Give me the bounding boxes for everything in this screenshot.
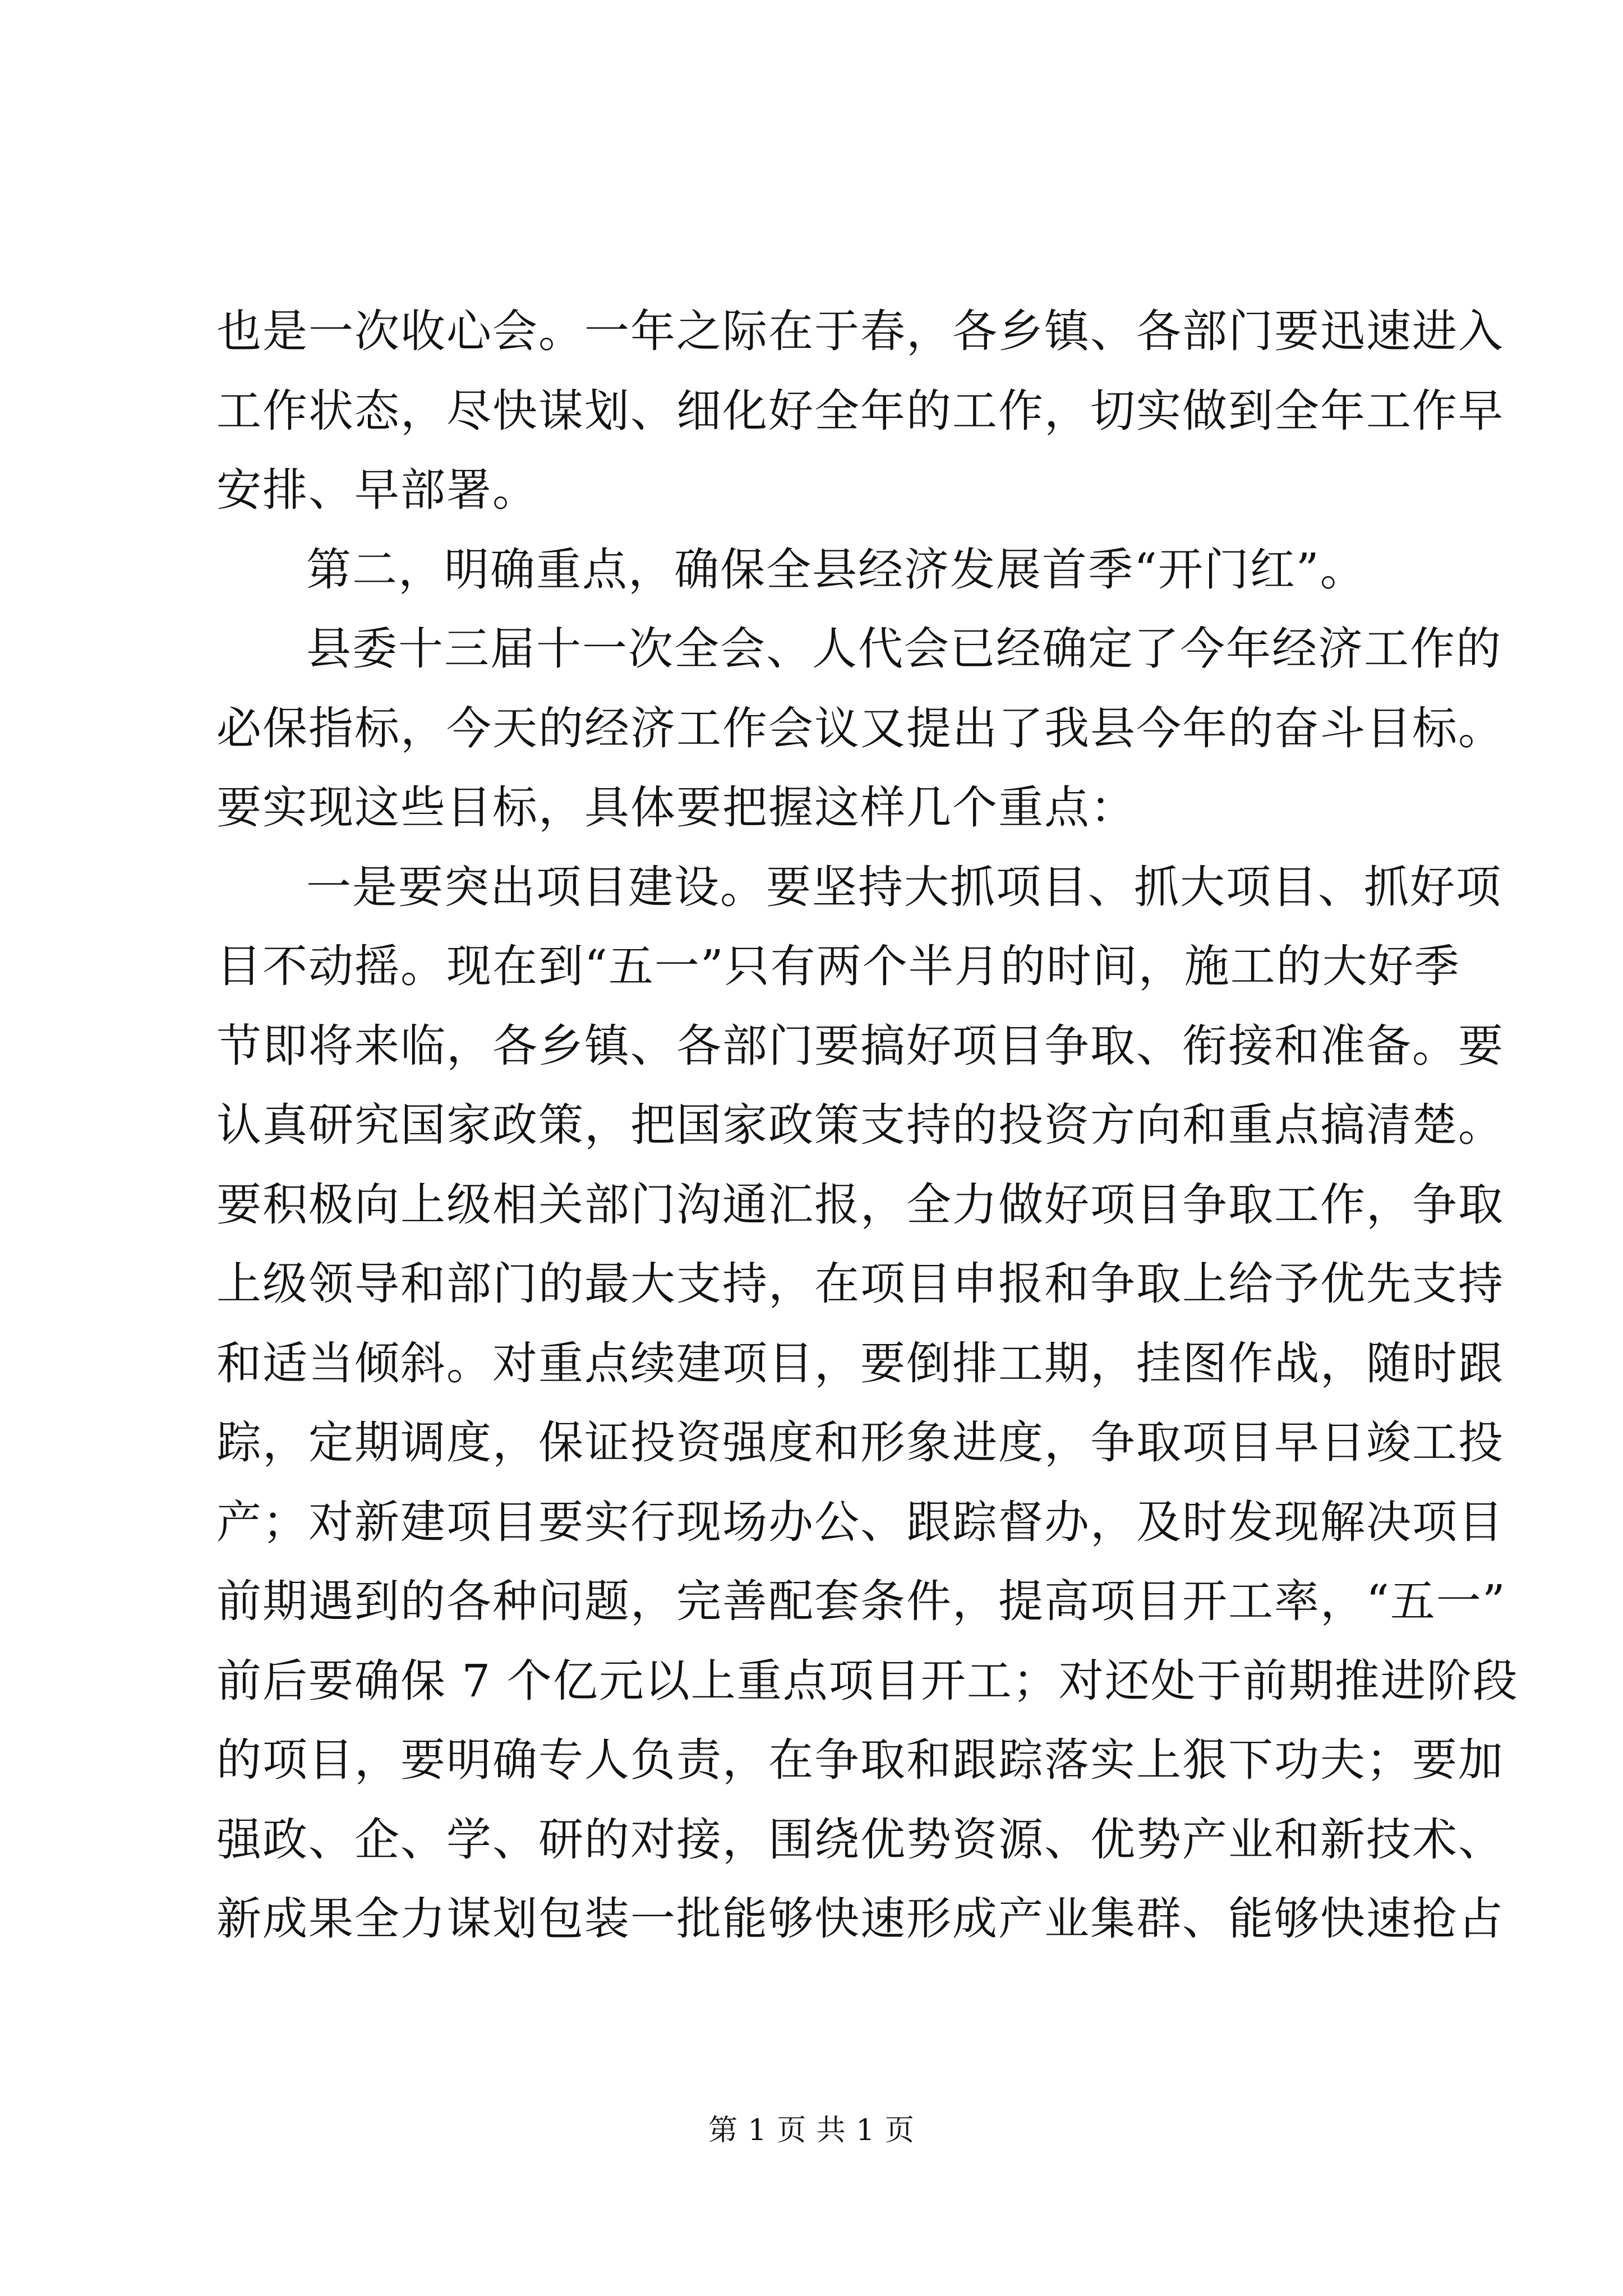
page-footer xyxy=(0,2106,1623,2148)
text-line: 前期遇到的各种问题，完善配套条件，提高项目开工率，“五一” xyxy=(216,1575,1506,1627)
text-line: 要实现这些目标，具体要把握这样几个重点： xyxy=(216,781,1136,834)
text-line: 强政、企、学、研的对接，围绕优势资源、优势产业和新技术、 xyxy=(216,1813,1504,1866)
text-line: 上级领导和部门的最大支持，在项目申报和争取上给予优先支持 xyxy=(216,1258,1504,1310)
text-line: 安排、早部署。 xyxy=(216,464,538,516)
section-heading: 第二，明确重点，确保全县经济发展首季“开门红”。 xyxy=(306,543,1366,596)
text-line: 前后要确保 7 个亿元以上重点项目开工；对还处于前期推进阶段 xyxy=(216,1654,1519,1707)
text-line: 的项目，要明确专人负责，在争取和跟踪落实上狠下功夫；要加 xyxy=(216,1734,1504,1786)
text-line: 节即将来临，各乡镇、各部门要搞好项目争取、衔接和准备。要 xyxy=(216,1019,1504,1072)
text-line: 要积极向上级相关部门沟通汇报，全力做好项目争取工作，争取 xyxy=(216,1178,1504,1231)
text-line: 必保指标，今天的经济工作会议又提出了我县今年的奋斗目标。 xyxy=(216,702,1504,754)
text-line: 踪，定期调度，保证投资强度和形象进度，争取项目早日竣工投 xyxy=(216,1416,1504,1469)
document-body xyxy=(216,292,1519,1959)
text-line: 县委十三届十一次全会、人代会已经确定了今年经济工作的 xyxy=(306,623,1502,675)
text-line: 认真研究国家政策，把国家政策支持的投资方向和重点搞清楚。 xyxy=(216,1099,1504,1151)
text-line: 目不动摇。现在到“五一”只有两个半月的时间，施工的大好季 xyxy=(216,940,1460,992)
text-line: 新成果全力谋划包装一批能够快速形成产业集群、能够快速抢占 xyxy=(216,1893,1504,1945)
page-number: 第 1 页 共 1 页 xyxy=(708,2114,915,2147)
text-line: 产；对新建项目要实行现场办公、跟踪督办，及时发现解决项目 xyxy=(216,1496,1504,1548)
text-line: 也是一次收心会。一年之际在于春，各乡镇、各部门要迅速进入 xyxy=(216,305,1504,357)
text-line: 一是要突出项目建设。要坚持大抓项目、抓大项目、抓好项 xyxy=(306,861,1502,913)
text-line: 工作状态，尽快谋划、细化好全年的工作，切实做到全年工作早 xyxy=(216,384,1504,437)
text-line: 和适当倾斜。对重点续建项目，要倒排工期，挂图作战，随时跟 xyxy=(216,1337,1504,1389)
